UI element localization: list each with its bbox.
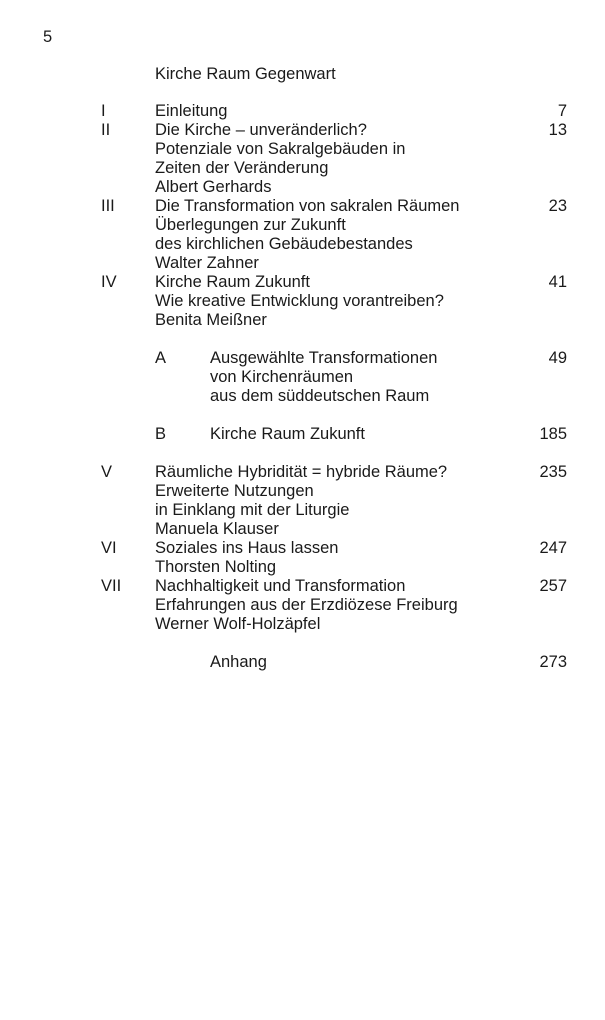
appendix-page: 273 — [539, 653, 567, 671]
chapter-numeral: VII — [101, 577, 122, 595]
toc-entry-i — [0, 102, 605, 121]
appendix-title: Anhang — [210, 653, 267, 671]
chapter-subtitle: Zeiten der Veränderung — [155, 159, 329, 177]
section-page: 49 — [548, 349, 567, 367]
chapter-author: Benita Meißner — [155, 311, 267, 329]
section-page: 185 — [539, 425, 567, 443]
book-title: Kirche Raum Gegenwart — [155, 65, 336, 83]
chapter-subtitle: Erweiterte Nutzungen — [155, 482, 314, 500]
chapter-page: 247 — [539, 539, 567, 557]
table-of-contents — [0, 102, 605, 672]
chapter-text — [155, 121, 525, 197]
chapter-numeral: VI — [101, 539, 117, 557]
toc-entry-iii — [0, 197, 605, 273]
chapter-numeral: I — [101, 102, 106, 120]
chapter-page: 257 — [539, 577, 567, 595]
chapter-subtitle: Erfahrungen aus der Erzdiözese Freiburg — [155, 596, 458, 614]
section-title: von Kirchenräumen — [210, 368, 354, 386]
chapter-title: Räumliche Hybridität = hybride Räume? — [155, 463, 448, 481]
chapter-title: Kirche Raum Zukunft — [155, 273, 310, 291]
section-title: aus dem süddeutschen Raum — [210, 387, 430, 405]
chapter-subtitle: Potenziale von Sakralgebäuden in — [155, 140, 406, 158]
section-text — [210, 349, 525, 406]
toc-entry-vi — [0, 539, 605, 577]
section-text — [210, 653, 525, 672]
chapter-numeral: II — [101, 121, 111, 139]
chapter-text — [155, 577, 525, 634]
chapter-author: Walter Zahner — [155, 254, 259, 272]
toc-entry-v — [0, 463, 605, 539]
chapter-numeral: IV — [101, 273, 117, 291]
page-number: 5 — [43, 28, 53, 46]
chapter-page: 7 — [557, 102, 567, 120]
section-letter: B — [155, 425, 167, 443]
chapter-author: Albert Gerhards — [155, 178, 272, 196]
section-title: Kirche Raum Zukunft — [210, 425, 365, 443]
chapter-author: Thorsten Nolting — [155, 558, 277, 576]
chapter-text — [155, 463, 525, 539]
chapter-text — [155, 197, 525, 273]
toc-entry-iv — [0, 273, 605, 330]
chapter-text — [155, 539, 525, 577]
chapter-title: Die Kirche – unveränderlich? — [155, 121, 367, 139]
chapter-title: Einleitung — [155, 102, 228, 120]
section-title: Ausgewählte Transformationen — [210, 349, 438, 367]
toc-entry-appendix — [0, 653, 605, 672]
chapter-page: 41 — [548, 273, 567, 291]
chapter-text — [155, 102, 525, 121]
chapter-page: 23 — [548, 197, 567, 215]
chapter-author: Manuela Klauser — [155, 520, 279, 538]
chapter-author: Werner Wolf-Holzäpfel — [155, 615, 321, 633]
section-letter: A — [155, 349, 167, 367]
chapter-subtitle: in Einklang mit der Liturgie — [155, 501, 350, 519]
chapter-text — [155, 273, 525, 330]
chapter-title: Die Transformation von sakralen Räumen — [155, 197, 460, 215]
chapter-numeral: V — [101, 463, 113, 481]
chapter-title: Soziales ins Haus lassen — [155, 539, 339, 557]
chapter-subtitle: Wie kreative Entwicklung vorantreiben? — [155, 292, 444, 310]
toc-entry-vii — [0, 577, 605, 634]
chapter-numeral: III — [101, 197, 115, 215]
chapter-title: Nachhaltigkeit und Transformation — [155, 577, 406, 595]
section-text — [210, 425, 525, 444]
toc-entry-ii — [0, 121, 605, 197]
chapter-subtitle: des kirchlichen Gebäudebestandes — [155, 235, 413, 253]
chapter-page: 235 — [539, 463, 567, 481]
toc-entry-b — [0, 425, 605, 444]
chapter-subtitle: Überlegungen zur Zukunft — [155, 216, 346, 234]
chapter-page: 13 — [548, 121, 567, 139]
toc-entry-a — [0, 349, 605, 406]
